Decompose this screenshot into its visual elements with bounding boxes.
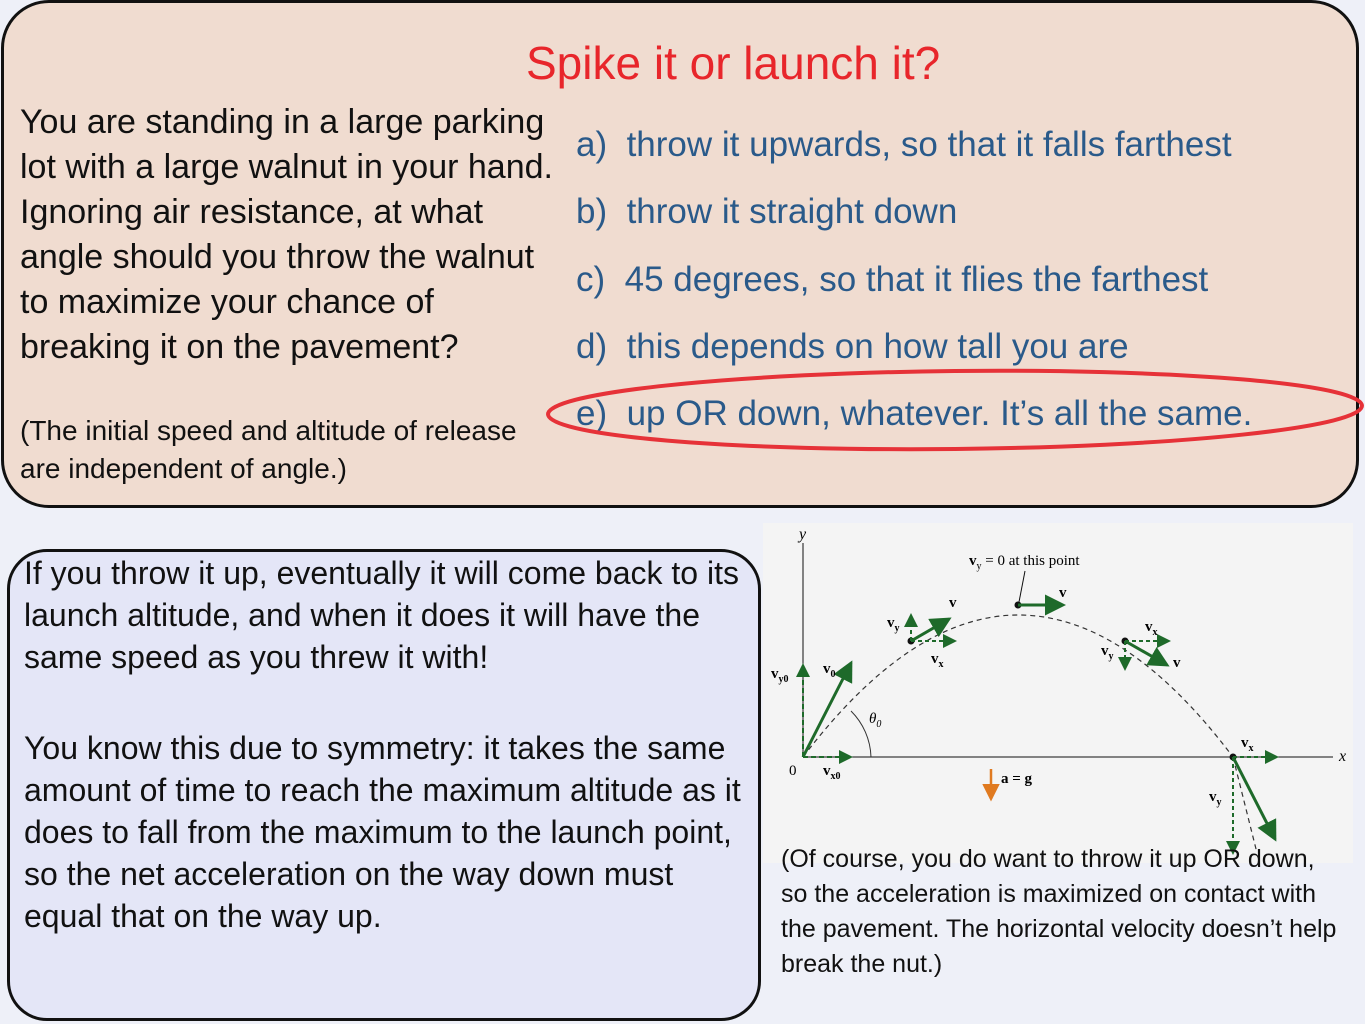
footnote-text: (Of course, you do want to throw it up OR down, so the acceleration is maximized on contact with the pavement. The horizontal velocity doesn’t help break the nut.) xyxy=(781,845,1337,978)
apex-annotation: $v_y = 0$ at this point xyxy=(969,553,1080,572)
question-text: You are standing in a large parking lot with a large walnut in your hand. Ignoring air resistance, at what angle should you throw the walnut to maximize your chance of breaking it on the pavement? xyxy=(20,103,553,366)
origin-label: 0 xyxy=(789,763,797,779)
option-letter: b) xyxy=(576,192,608,231)
acceleration-label: a = g xyxy=(1001,771,1033,787)
option-text: this depends on how tall you are xyxy=(626,327,1129,366)
vx-rising-label: $v_x$ xyxy=(931,651,944,670)
option-letter: e) xyxy=(576,394,608,433)
v-falling-label: v xyxy=(1173,655,1181,671)
vx-landing-label: $v_x$ xyxy=(1241,735,1254,754)
option-letter: d) xyxy=(576,327,608,366)
vx0-label: $v_{x0}$ xyxy=(823,763,841,782)
v-falling-vector xyxy=(1125,641,1167,665)
v-apex-label: v xyxy=(1059,585,1067,601)
projectile-motion-diagram xyxy=(763,523,1353,863)
v-landing-vector xyxy=(1233,757,1275,839)
explanation-paragraph-2: You know this due to symmetry: it takes the same amount of time to reach the maximum altitude as it does to fall from the maximum to the launch point, so the net acceleration on the way down must equal that on the way up. xyxy=(24,730,741,934)
x-axis-label: x xyxy=(1339,748,1347,765)
option-text: throw it upwards, so that it falls farthest xyxy=(626,125,1232,164)
trajectory-extension xyxy=(1233,757,1257,853)
theta-label: $\theta_0$ xyxy=(869,711,882,730)
y-axis-label: y xyxy=(799,526,807,543)
v-rising-vector xyxy=(911,619,949,641)
vy-rising-label: $v_y$ xyxy=(887,615,900,634)
option-letter: c) xyxy=(576,260,606,299)
vy-landing-label: $v_y$ xyxy=(1209,789,1222,808)
explanation-paragraph-1: If you throw it up, eventually it will come back to its launch altitude, and when it does it will have the same speed as you threw it with! xyxy=(24,555,739,675)
apex-pointer xyxy=(1019,571,1025,602)
vy-falling-label: $v_y$ xyxy=(1101,643,1114,662)
v0-label: $v_0$ xyxy=(823,661,836,680)
option-text: up OR down, whatever. It’s all the same. xyxy=(626,394,1253,433)
v0-vector xyxy=(803,663,851,757)
v-rising-label: v xyxy=(949,595,957,611)
option-text: throw it straight down xyxy=(626,192,958,231)
question-note: (The initial speed and altitude of release are independent of angle.) xyxy=(20,415,517,484)
option-text: 45 degrees, so that it flies the farthest xyxy=(624,260,1209,299)
slide-title: Spike it or launch it? xyxy=(526,37,941,89)
vy0-label: $v_{y0}$ xyxy=(771,666,789,685)
option-letter: a) xyxy=(576,125,608,164)
vx-falling-label: $v_x$ xyxy=(1145,619,1158,638)
